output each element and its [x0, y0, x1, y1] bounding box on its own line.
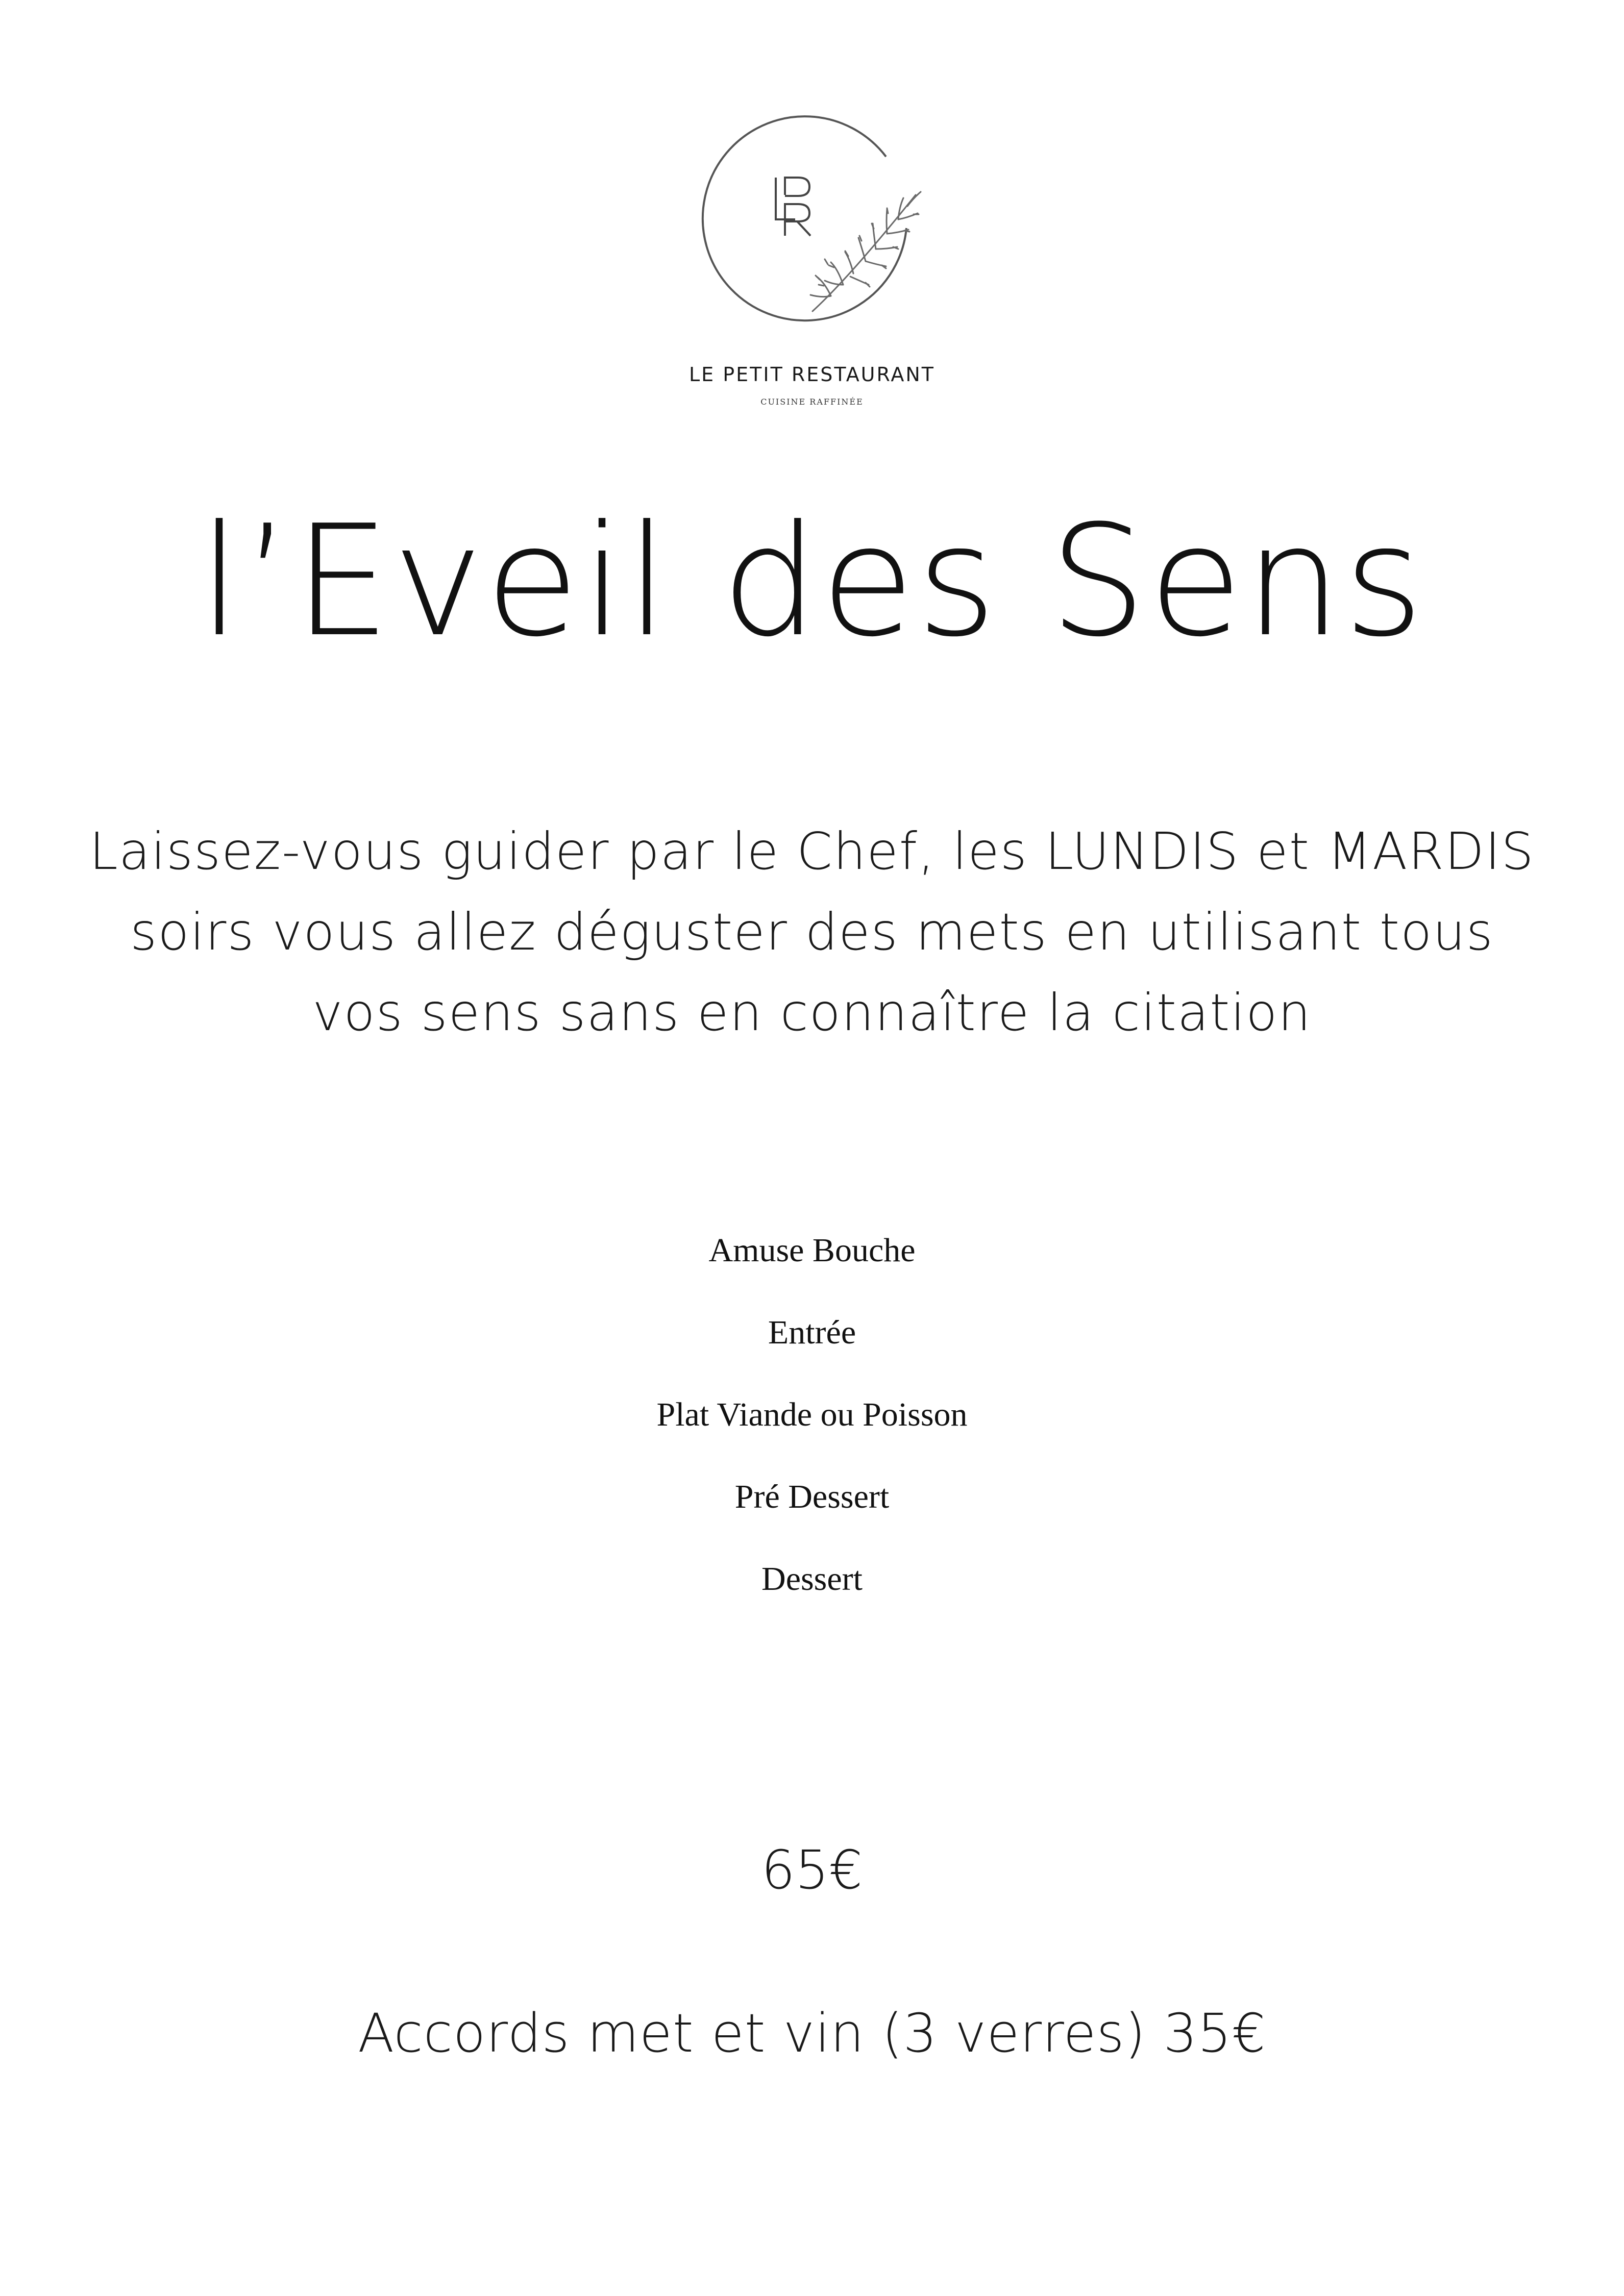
course-item-dessert: Dessert [761, 1560, 863, 1598]
course-list [0, 1209, 1624, 1620]
restaurant-tagline: CUISINE RAFFINÉE [760, 397, 864, 407]
menu-price: 65€ [761, 1839, 863, 1901]
restaurant-logo [697, 108, 932, 333]
course-item-plat: Plat Viande ou Poisson [656, 1396, 968, 1433]
course-item-amuse-bouche: Amuse Bouche [708, 1232, 916, 1269]
wine-pairing: Accords met et vin (3 verres) 35€ [358, 2002, 1266, 2064]
menu-title: l’Eveil des Sens [198, 492, 1426, 670]
lpr-monogram-coral-icon [697, 108, 932, 333]
menu-intro: Laissez-vous guider par le Chef, les LUNDIS et MARDIS soirs vous allez déguster des mets en utilisant tous vos sens sans en connaître la citation [89, 821, 1535, 1042]
course-item-entree: Entrée [768, 1314, 856, 1351]
restaurant-name: LE PETIT RESTAURANT [689, 363, 935, 386]
course-item-pre-dessert: Pré Dessert [734, 1478, 890, 1515]
